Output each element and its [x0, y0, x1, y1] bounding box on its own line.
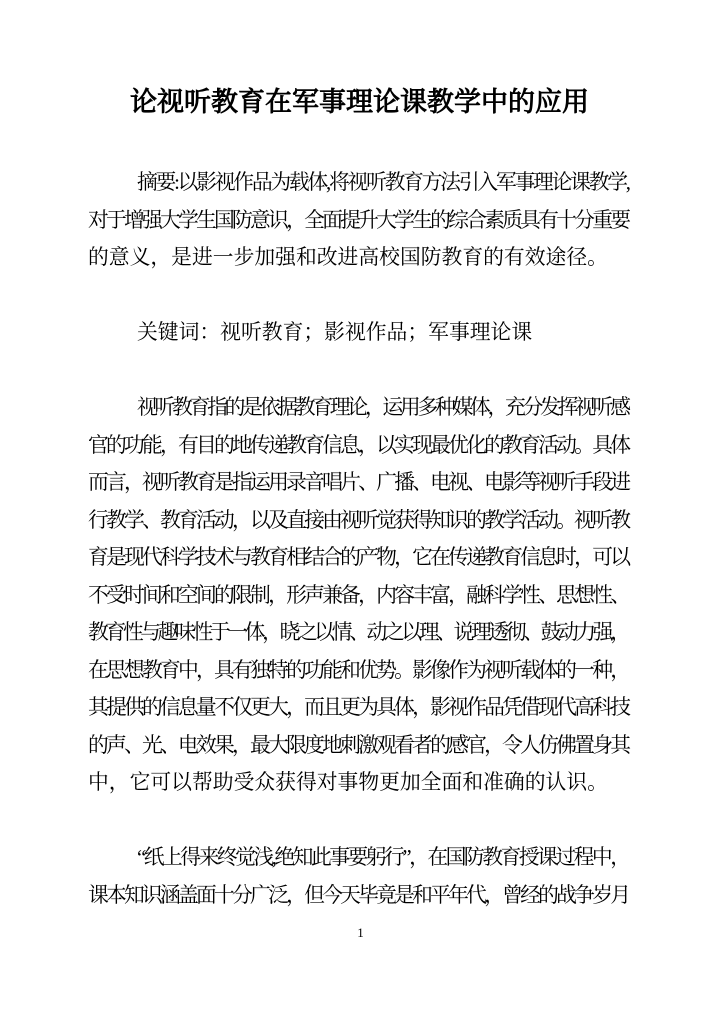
- text-line: 对于增强大学生国防意识，全面提升大学生的综合素质具有十分重要: [88, 208, 629, 232]
- text-line: 不受时间和空间的限制，形声兼备，内容丰富，融科学性、思想性、: [88, 583, 629, 607]
- page-number: 1: [357, 925, 364, 940]
- text-line: 的意义，是进一步加强和改进高校国防教育的有效途径。: [88, 246, 608, 269]
- text-line: 课本知识涵盖面十分广泛，但今天毕竟是和平年代，曾经的战争岁月: [88, 883, 629, 907]
- text-line: 在思想教育中，具有独特的功能和优势。影像作为视听载体的一种，: [88, 658, 629, 682]
- body-paragraph-2: [88, 839, 631, 914]
- text-line: 关键词：视听教育；影视作品；军事理论课: [137, 321, 533, 344]
- text-line: 官的功能，有目的地传递教育信息，以实现最优化的教育活动。具体: [88, 433, 629, 457]
- text-line: 中，它可以帮助受众获得对事物更加全面和准确的认识。: [88, 771, 608, 794]
- abstract-paragraph: [88, 164, 631, 277]
- text-line: 育是现代科学技术与教育相结合的产物，它在传递教育信息时，可以: [88, 546, 629, 569]
- text-line: 摘要:以影视作品为载体,将视听教育方法引入军事理论课教学,: [137, 171, 629, 194]
- document-title: 论视听教育在军事理论课教学中的应用: [130, 87, 589, 117]
- body-paragraph-1: [88, 389, 631, 802]
- text-line: 而言，视听教育是指运用录音唱片、广播、电视、电影等视听手段进: [88, 471, 629, 494]
- text-line: 教育性与趣味性于一体，晓之以情、动之以理、说理透彻、鼓动力强，: [88, 621, 628, 644]
- text-line: 视听教育指的是依据教育理论，运用多种媒体，充分发挥视听感: [137, 396, 628, 419]
- text-line: 行教学、教育活动，以及直接由视听觉获得知识的教学活动。视听教: [88, 508, 629, 532]
- text-line: 其提供的信息量不仅更大，而且更为具体，影视作品凭借现代高科技: [88, 696, 629, 719]
- keywords-paragraph: [88, 314, 631, 352]
- text-line: 的声、光、电效果，最大限度地刺激观看者的感官，令人仿佛置身其: [88, 733, 629, 757]
- text-line: “纸上得来终觉浅,绝知此事要躬行”，在国防教育授课过程中，: [137, 846, 629, 869]
